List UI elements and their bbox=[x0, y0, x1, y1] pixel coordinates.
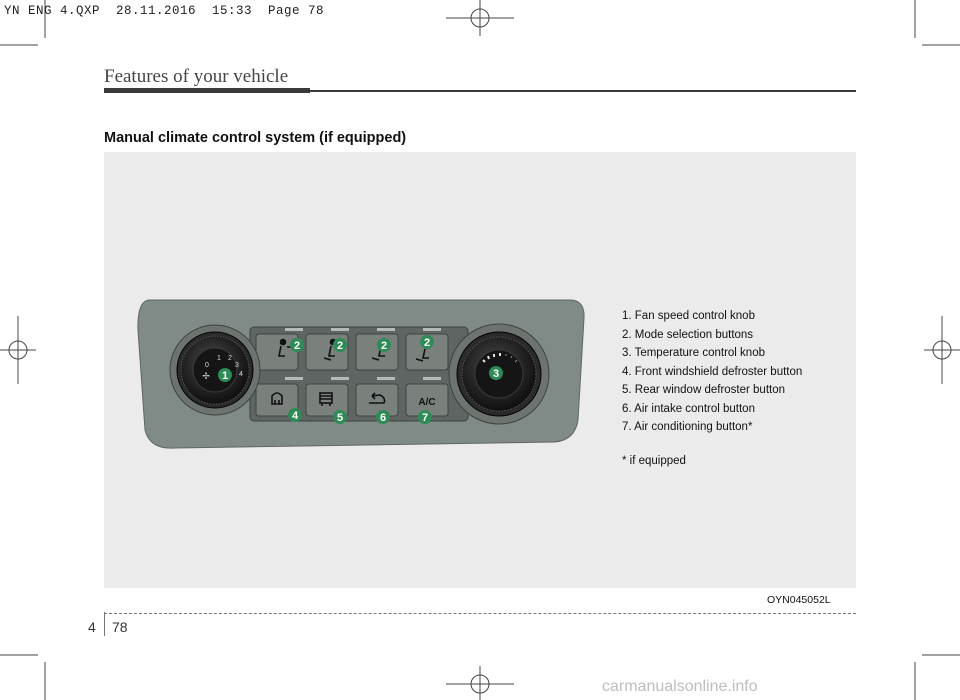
svg-text:5: 5 bbox=[336, 412, 344, 424]
legend-item-6: 6. Air intake control button bbox=[622, 402, 755, 415]
callout-4 bbox=[288, 408, 302, 422]
callout-1 bbox=[218, 368, 232, 382]
fan-icon: ✢ bbox=[202, 371, 210, 381]
bottom-rule bbox=[104, 613, 856, 614]
fan-label-2: 2 bbox=[228, 355, 232, 362]
callout-6 bbox=[376, 410, 390, 424]
fan-label-0: 0 bbox=[205, 362, 209, 369]
svg-text:7: 7 bbox=[421, 412, 429, 424]
page-heading: Manual climate control system (if equipped) bbox=[104, 130, 407, 146]
legend-item-5: 5. Rear window defroster button bbox=[622, 384, 786, 396]
footnote: * if equipped bbox=[622, 455, 686, 467]
legend-item-1: 1. Fan speed control knob bbox=[622, 310, 755, 322]
legend-item-3: 3. Temperature control knob bbox=[622, 347, 765, 359]
chapter-number: 4 bbox=[88, 619, 96, 635]
image-code: OYN045052L bbox=[767, 594, 831, 606]
svg-text:1: 1 bbox=[221, 370, 229, 382]
page-number: 78 bbox=[112, 619, 128, 635]
button-block bbox=[250, 327, 468, 421]
callout-3 bbox=[489, 366, 503, 380]
legend-list bbox=[622, 307, 802, 437]
svg-text:3: 3 bbox=[492, 368, 500, 380]
mode-button-face bbox=[256, 334, 301, 370]
ac-icon-label: A/C bbox=[418, 397, 436, 408]
page-number-separator bbox=[104, 612, 105, 636]
legend-item-4: 4. Front windshield defroster button bbox=[622, 365, 803, 378]
callout-2a bbox=[290, 338, 304, 352]
fan-label-1: 1 bbox=[217, 355, 221, 362]
svg-text:2: 2 bbox=[423, 337, 431, 349]
callout-2c bbox=[377, 338, 391, 352]
callout-2b bbox=[333, 338, 347, 352]
mode-button-floor bbox=[356, 334, 398, 370]
fan-label-4: 4 bbox=[239, 371, 243, 378]
svg-text:6: 6 bbox=[379, 412, 387, 424]
svg-text:2: 2 bbox=[293, 340, 301, 352]
svg-text:2: 2 bbox=[336, 340, 344, 352]
legend-item-7: 7. Air conditioning button* bbox=[622, 421, 753, 433]
air-intake-button bbox=[356, 384, 398, 416]
print-header: YN ENG 4.QXP 28.11.2016 15:33 Page 78 bbox=[4, 4, 325, 18]
svg-text:4: 4 bbox=[291, 410, 299, 422]
watermark: carmanualsonline.info bbox=[602, 678, 758, 695]
svg-text:2: 2 bbox=[380, 340, 388, 352]
section-title: Features of your vehicle bbox=[104, 66, 289, 87]
callout-2d bbox=[420, 335, 434, 349]
callout-5 bbox=[333, 410, 347, 424]
fan-speed-knob bbox=[170, 325, 260, 415]
legend-item-2: 2. Mode selection buttons bbox=[622, 328, 754, 341]
callout-7 bbox=[418, 410, 432, 424]
fan-label-3: 3 bbox=[235, 362, 239, 369]
